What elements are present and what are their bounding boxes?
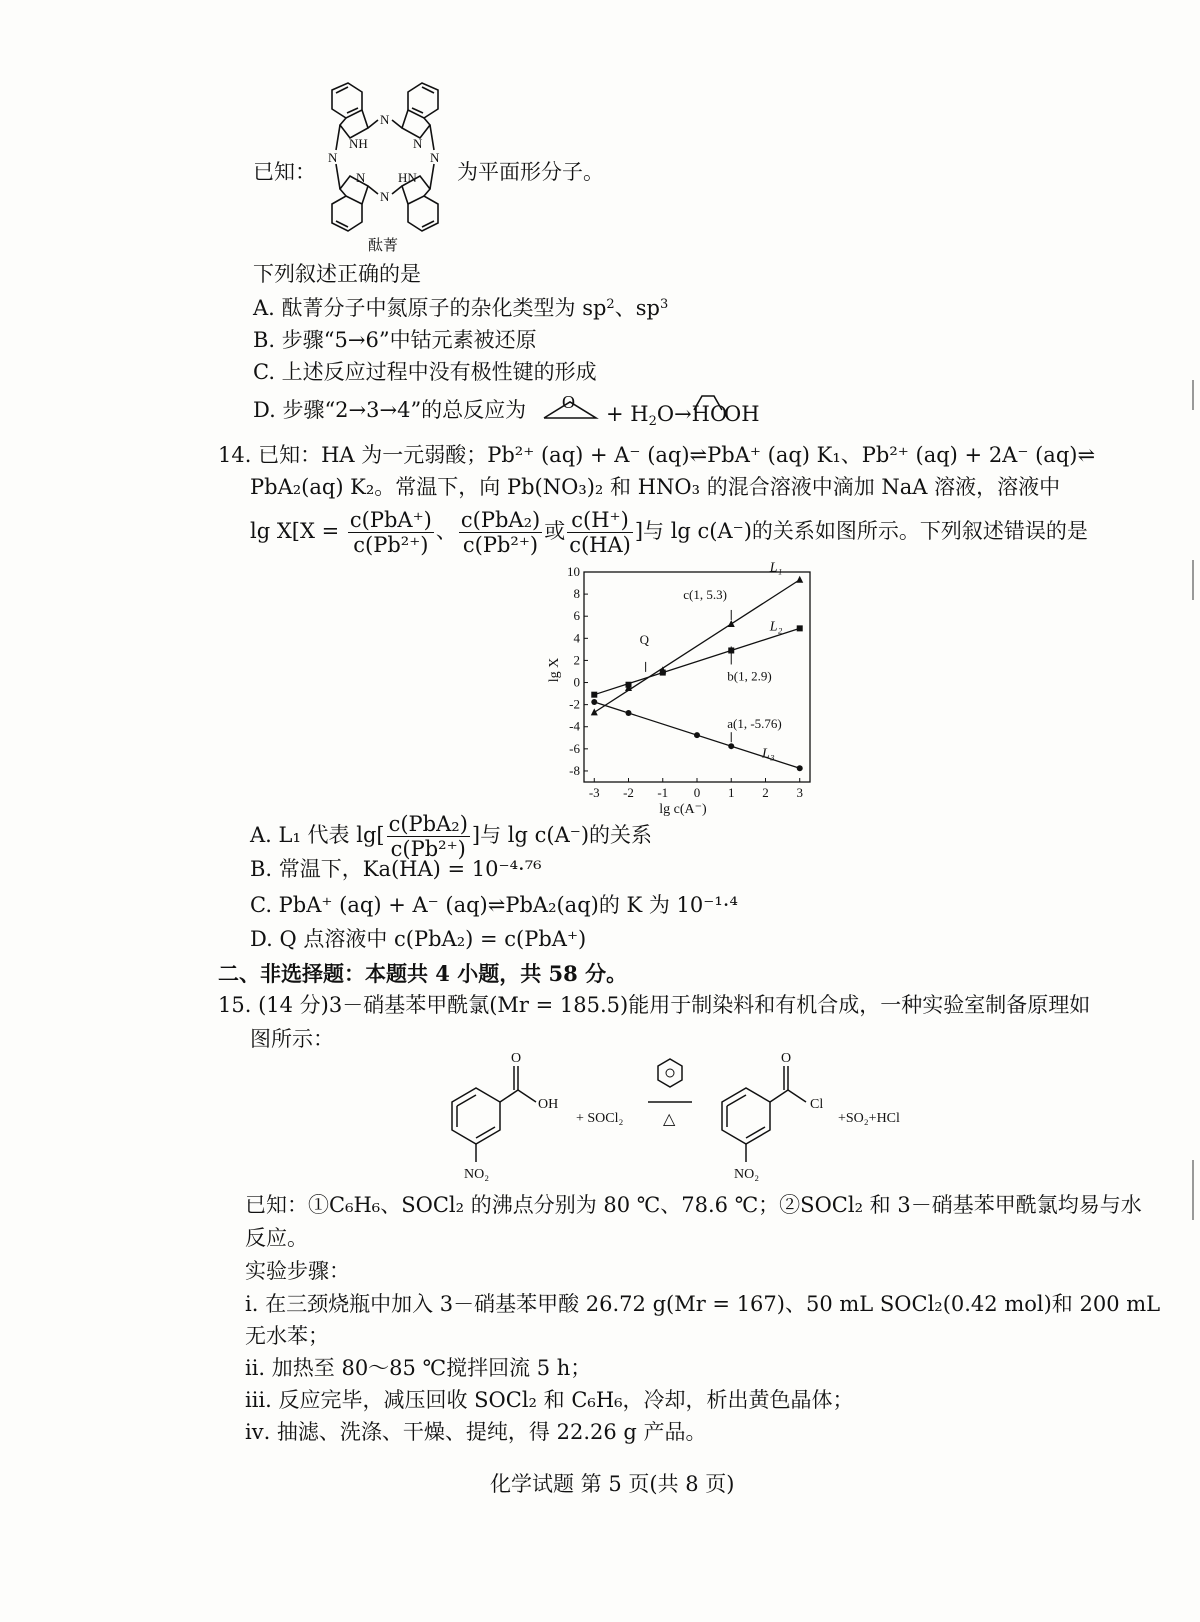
- data-point: [626, 682, 632, 688]
- atom-nh: NH: [349, 136, 368, 151]
- atom-n-inner-left: N: [356, 170, 366, 185]
- q14-line2: PbA₂(aq) K₂。常温下，向 Pb(NO₃)₂ 和 HNO₃ 的混合溶液中滴加 NaA 溶液，溶液中: [250, 475, 1061, 499]
- lgx-chart: [540, 560, 830, 820]
- product-no2: NO₂: [734, 1167, 760, 1182]
- x-tick-label: -3: [588, 785, 600, 800]
- y-tick-label: -4: [569, 718, 580, 734]
- page-footer: 化学试题 第 5 页(共 8 页): [490, 1472, 735, 1496]
- q14-option-c: C. PbA⁺ (aq) + A⁻ (aq)⇌PbA₂(aq)的 K 为 10⁻¹·⁴: [250, 893, 738, 917]
- q14-line1: 14. 已知：HA 为一元弱酸；Pb²⁺ (aq) + A⁻ (aq)⇌PbA⁺ (aq) K₁、Pb²⁺ (aq) + 2A⁻ (aq)⇌: [218, 443, 1096, 467]
- series-label: L₁: [769, 560, 783, 576]
- reaction-scheme: [430, 1050, 930, 1190]
- reactant-o: O: [511, 1051, 522, 1066]
- q15-step-1a: ⅰ. 在三颈烧瓶中加入 3－硝基苯甲酸 26.72 g(Mr = 167)、50 mL SOCl₂(0.42 mol)和 200 mL: [245, 1292, 1161, 1316]
- q15-steps-title: 实验步骤：: [245, 1259, 350, 1283]
- scan-edge-mark: [1192, 560, 1194, 600]
- q15-step-1b: 无水苯；: [245, 1324, 329, 1348]
- q13-option-d-rest: + $H_2O\to HO$: [606, 402, 728, 430]
- q15-step-2: ⅱ. 加热至 80～85 ℃搅拌回流 5 h；: [245, 1356, 592, 1380]
- y-tick-label: 6: [573, 608, 580, 624]
- data-point: [694, 732, 700, 738]
- series-line-2: [594, 628, 799, 694]
- data-point: [728, 620, 735, 627]
- atom-n-top: N: [380, 112, 390, 127]
- glycol-oh: OH: [724, 402, 760, 426]
- q15-known-2: 反应。: [245, 1226, 308, 1250]
- y-tick-label: -6: [569, 740, 580, 756]
- q14-option-d: D. Q 点溶液中 c(PbA₂) = c(PbA⁺): [250, 927, 587, 951]
- reagent-socl2: + SOCl₂: [576, 1111, 624, 1126]
- data-point: [728, 743, 734, 749]
- x-tick-label: 2: [762, 785, 769, 800]
- heat-symbol: △: [663, 1111, 676, 1128]
- q14-option-b: B. 常温下，Ka(HA) = 10⁻⁴·⁷⁶: [250, 857, 542, 881]
- atom-n-right: N: [430, 150, 440, 165]
- y-tick-label: 2: [573, 652, 580, 668]
- chart-y-label: lg X: [547, 657, 562, 683]
- x-tick-label: -2: [623, 785, 634, 800]
- known-suffix: 为平面形分子。: [457, 160, 604, 184]
- series-label: L₃: [762, 746, 775, 762]
- reactant-no2: NO₂: [464, 1167, 490, 1182]
- atom-n-bottom: N: [380, 189, 390, 204]
- annotation-label: Q: [639, 631, 650, 647]
- atom-n-left: N: [328, 150, 338, 165]
- atom-n-inner-right: N: [413, 136, 423, 151]
- q14-option-a: A. L₁ 代表 lg[ $\frac{\text{c(PbA₂)}}{\text{c(Pb²⁺)}}$ ]与 lg c(A⁻)的关系: [250, 812, 653, 862]
- q13-stem: 下列叙述正确的是: [253, 262, 421, 286]
- atom-hn: HN: [398, 170, 417, 185]
- chart-x-label: lg c(A⁻): [659, 802, 707, 817]
- x-tick-label: -1: [657, 785, 669, 800]
- q15-step-4: ⅳ. 抽滤、洗涤、干燥、提纯，得 22.26 g 产品。: [245, 1420, 707, 1444]
- svg-text:O: O: [562, 392, 575, 412]
- byproducts: +SO₂+HCl: [838, 1111, 900, 1126]
- data-point: [796, 576, 803, 583]
- y-tick-label: -8: [569, 762, 580, 778]
- q15-line2: 图所示：: [250, 1027, 334, 1051]
- scan-edge-mark: [1192, 1160, 1194, 1220]
- data-point: [591, 692, 597, 698]
- scan-edge-mark: [1192, 380, 1194, 410]
- q15-step-3: ⅲ. 反应完毕，减压回收 SOCl₂ 和 C₆H₆，冷却，析出黄色晶体；: [245, 1388, 854, 1412]
- q14-line3: lg X[X = $\frac{\text{c(PbA⁺)}}{\text{c(Pb²⁺)}}$ 、 $\frac{\text{c(PbA₂)}}{\text{c(Pb²⁺)}}$ 或 $\frac{c(H^+)}{c(HA)}$ ]与 lg c(A⁻)的关系如图所示。下列叙述错误的是: [250, 508, 1088, 558]
- compound-name: 酞菁: [368, 238, 399, 254]
- q15-line1: 15. (14 分)3－硝基苯甲酰氯(Mr = 185.5)能用于制染料和有机合成，一种实验室制备原理如: [218, 993, 1091, 1017]
- annotation-label: b(1, 2.9): [727, 668, 772, 684]
- data-point: [591, 708, 598, 715]
- x-tick-label: 1: [727, 785, 735, 800]
- glycol-chain: [692, 392, 724, 412]
- section-heading: 二、非选择题：本题共 4 小题，共 58 分。: [218, 961, 628, 986]
- data-point: [660, 670, 666, 676]
- y-tick-label: -2: [569, 696, 580, 712]
- series-label: L₂: [769, 619, 783, 635]
- product-o: O: [781, 1051, 792, 1066]
- y-tick-label: 0: [573, 674, 580, 690]
- data-point: [626, 710, 632, 716]
- epoxide-structure: [540, 392, 602, 424]
- data-point: [591, 699, 597, 705]
- q13-option-d: D. 步骤“2→3→4”的总反应为: [253, 398, 527, 422]
- q15-known-1: 已知：①C₆H₆、SOCl₂ 的沸点分别为 80 ℃、78.6 ℃；②SOCl₂ 和 3－硝基苯甲酰氯均易与水: [245, 1193, 1142, 1217]
- q13-option-b: B. 步骤“5→6”中钴元素被还原: [253, 328, 537, 352]
- annotation-label: c(1, 5.3): [683, 586, 727, 602]
- data-point: [797, 765, 803, 771]
- x-tick-label: 0: [693, 785, 701, 800]
- product-cl: Cl: [810, 1097, 824, 1112]
- q13-option-a: A. 酞菁分子中氮原子的杂化类型为 $sp^2$、$sp^3$: [253, 296, 669, 320]
- annotation-label: a(1, -5.76): [727, 716, 782, 732]
- reactant-oh: OH: [538, 1097, 559, 1112]
- y-tick-label: 8: [573, 586, 580, 602]
- y-tick-label: 4: [573, 630, 580, 646]
- phthalocyanine-structure: [300, 80, 470, 255]
- data-point: [797, 625, 803, 631]
- q13-option-c: C. 上述反应过程中没有极性键的形成: [253, 360, 597, 384]
- y-tick-label: 10: [567, 564, 580, 579]
- x-tick-label: 3: [796, 785, 803, 800]
- chart-frame: [584, 572, 810, 782]
- known-prefix: 已知：: [253, 160, 316, 184]
